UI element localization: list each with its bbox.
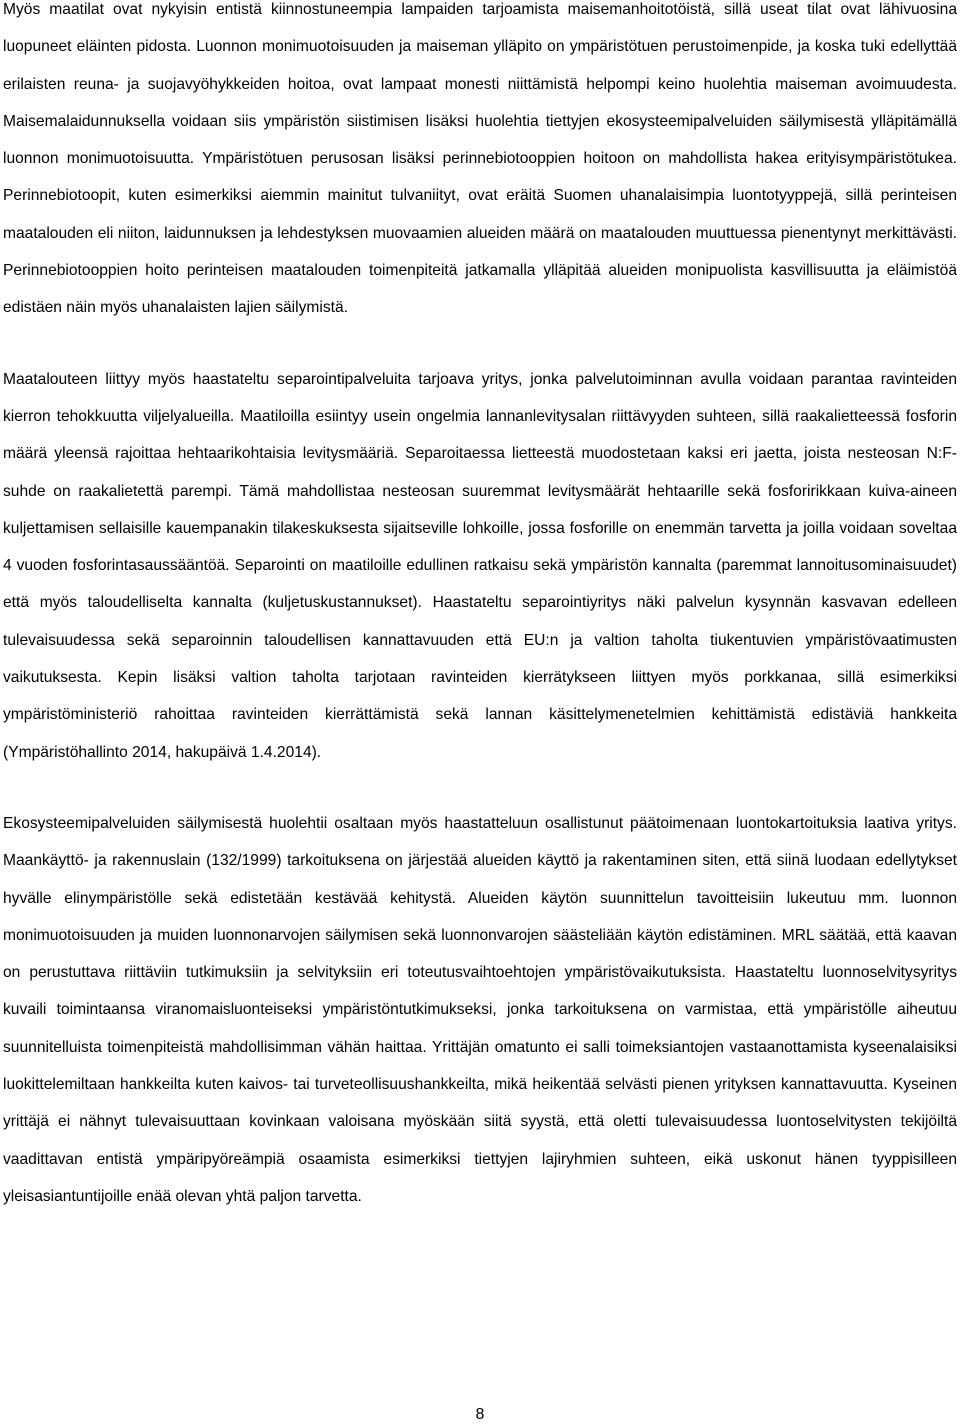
- document-page: [3, 0, 957, 1215]
- page-number: 8: [475, 1406, 485, 1423]
- body-paragraph-2: Maatalouteen liittyy myös haastateltu separointipalveluita tarjoava yritys, jonka palvelutoiminnan avulla voidaan parantaa ravinteiden kierron tehokkuutta viljelyalueilla. Maatiloilla esiintyy usein ongelmia lannanlevitysalan riittävyyden suhteen, sillä raakalietteessä fosforin määrä yleensä rajoittaa hehtaarikohtaisia levitysmääriä. Separoitaessa lietteestä muodostetaan kaksi eri jaetta, joista nesteosan N:F-suhde on raakalietettä parempi. Tämä mahdollistaa nesteosan suuremmat levitysmäärät hehtaarille sekä fosforirikkaan kuiva-aineen kuljettamisen sellaisille kauempanakin tilakeskuksesta sijaitseville lohkoille, jossa fosforille on enemmän tarvetta ja joilla voidaan soveltaa 4 vuoden fosforintasaussääntöä. Separointi on maatiloille edullinen ratkaisu sekä ympäristön kannalta (paremmat lannoitusominaisuudet) että myös taloudelliselta kannalta (kuljetuskustannukset). Haastateltu separointiyritys näki palvelun kysynnän kasvavan edelleen tulevaisuudessa sekä separoinnin taloudellisen kannattavuuden että EU:n ja valtion taholta tiukentuvien ympäristövaatimusten vaikutuksesta. Kepin lisäksi valtion taholta tarjotaan ravinteiden kierrätykseen liittyen myös porkkanaa, sillä esimerkiksi ympäristöministeriö rahoittaa ravinteiden kierrättämistä sekä lannan käsittelymenetelmien kehittämistä edistäviä hankkeita (Ympäristöhallinto 2014, hakupäivä 1.4.2014).: [3, 370, 957, 761]
- body-paragraph-1: Myös maatilat ovat nykyisin entistä kiinnostuneempia lampaiden tarjoamista maisemanhoitotöistä, sillä useat tilat ovat lähivuosina luopuneet eläinten pidosta. Luonnon monimuotoisuuden ja maiseman ylläpito on ympäristötuen perustoimenpide, ja koska tuki edellyttää erilaisten reuna- ja suojavyöhykkeiden hoitoa, ovat lampaat monesti niittämistä helpompi keino huolehtia maiseman avoimuudesta. Maisemalaidunnuksella voidaan siis ympäristön siistimisen lisäksi huolehtia tiettyjen ekosysteemipalveluiden säilymisestä ylläpitämällä luonnon monimuotoisuutta. Ympäristötuen perusosan lisäksi perinnebiotooppien hoitoon on mahdollista hakea erityisympäristötukea. Perinnebiotoopit, kuten esimerkiksi aiemmin mainitut tulvaniityt, ovat eräitä Suomen uhanalaisimpia luontotyyppejä, sillä perinteisen maatalouden eli niiton, laidunnuksen ja lehdestyksen muovaamien alueiden määrä on maatalouden muuttuessa pienentynyt merkittävästi. Perinnebiotooppien hoito perinteisen maatalouden toimenpiteitä jatkamalla ylläpitää alueiden monipuolista kasvillisuutta ja eläimistöä edistäen näin myös uhanalaisten lajien säilymistä.: [3, 1, 957, 317]
- body-paragraph-3: Ekosysteemipalveluiden säilymisestä huolehtii osaltaan myös haastatteluun osallistunut päätoimenaan luontokartoituksia laativa yritys. Maankäyttö- ja rakennuslain (132/1999) tarkoituksena on järjestää alueiden käyttö ja rakentaminen siten, että siinä luodaan edellytykset hyvälle elinympäristölle sekä edistetään kestävää kehitystä. Alueiden käytön suunnittelun tavoitteisiin lukeutuu mm. luonnon monimuotoisuuden ja muiden luonnonarvojen säilymisen sekä luonnonvarojen säästeliään käytön edistäminen. MRL säätää, että kaavan on perustuttava riittäviin tutkimuksiin ja selvityksiin eri toteutusvaihtoehtojen ympäristövaikutuksista. Haastateltu luonnoselvitysyritys kuvaili toimintaansa viranomaisluonteiseksi ympäristöntutkimukseksi, jonka tarkoituksena on varmistaa, että ympäristölle aiheutuu suunnitelluista toimenpiteistä mahdollisimman vähän haittaa. Yrittäjän omatunto ei salli toimeksiantojen vastaanottamista kyseenalaisiksi luokittelemiltaan hankkeilta kuten kaivos- tai turveteollisuushankkeilta, mikä heikentää selvästi pienen yrityksen kannattavuutta. Kyseinen yrittäjä ei nähnyt tulevaisuuttaan kovinkaan valoisana myöskään siitä syystä, että oletti tulevaisuudessa luontoselvitysten tekijöiltä vaadittavan entistä ympäripyöreämpiä osaamista esimerkiksi tiettyjen lajiryhmien suhteen, eikä uskonut hänen tyyppisilleen yleisasiantuntijoille enää olevan yhtä paljon tarvetta.: [3, 814, 957, 1205]
